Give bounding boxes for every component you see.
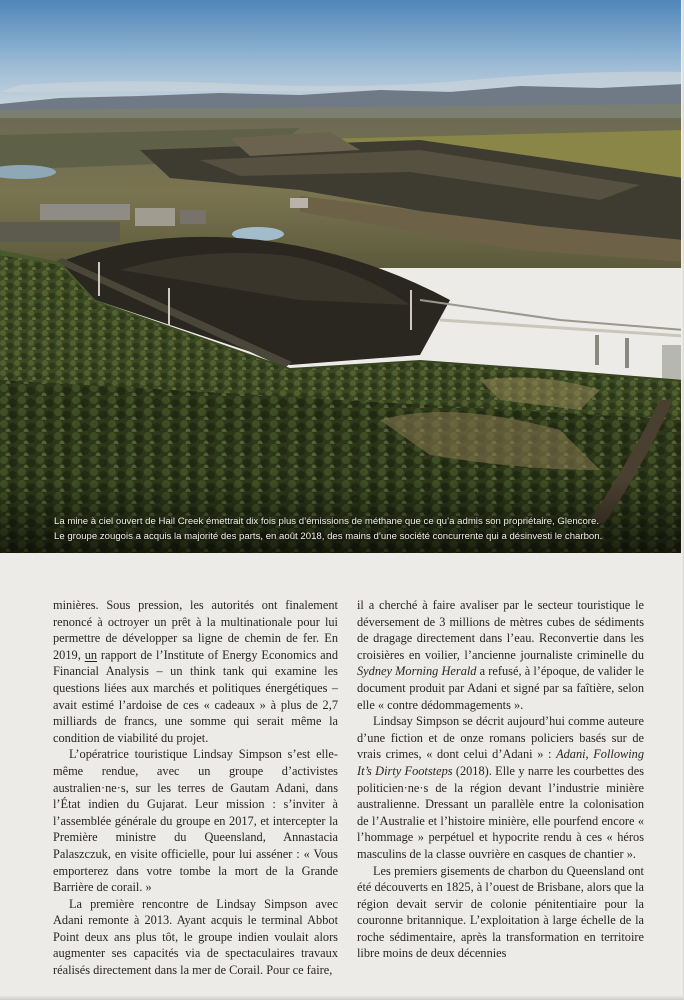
photo-caption [54, 515, 644, 544]
article-column-left [53, 597, 338, 979]
caption-line-1: La mine à ciel ouvert de Hail Creek émettrait dix fois plus d’émissions de méthane que ce qu’a admis son propriétaire, Glencore. [54, 516, 599, 527]
book-title: Adani, Following It’s Dirty Footsteps [357, 747, 644, 778]
paragraph-right-1: il a cherché à faire avaliser par le secteur touristique le déversement de 3 millions de mètres cubes de sédiments de dragage directement dans l’eau. Reconvertie dans les croisières en voilier, l’ancienne journaliste criminelle du Sydney Morning Herald a refusé, à l’époque, de valider le document produit par Adani et signé par sa faîtière, selon elle « contre dédommagements ». [357, 598, 645, 712]
underlined-word: un [84, 647, 98, 662]
newspaper-title: Sydney Morning Herald [357, 664, 477, 679]
page-bottom-edge [0, 996, 684, 1000]
paragraph-right-3: Les premiers gisements de charbon du Queensland ont été découverts en 1825, à l’ouest de Brisbane, alors que la région devait servir de colonie pénitentiaire pour la couronne britannique. L’exploitation à large échelle de la roche sédimentaire, après la transformation en territoire libre moins de deux décennies [357, 863, 644, 961]
paragraph-right-2: Lindsay Simpson se décrit aujourd’hui comme auteure d’une fiction et de onze romans policiers basés sur de vrais crimes, « dont celui d’Adani » : Adani, Following It’s Dirty Footsteps (2018). Elle y narre les courbettes des politicien·ne·s de la région devant l’industrie minière australienne. Dressant un parallèle entre la colonisation de l’Australie et l’histoire minière, elle pourfend encore « l’hommage » perpétuel et hypocrite rendu à ces « héros masculins de la classe ouvrière en casques de chantier ». [357, 714, 645, 861]
paragraph-left-3: La première rencontre de Lindsay Simpson avec Adani remonte à 2013. Ayant acquis le terminal Abbot Point deux ans plus tôt, le groupe indien voulait alors augmenter ses capacités via de spectaculaires travaux réalisés directement dans la mer de Corail. Pour ce faire, [53, 896, 338, 978]
paragraph-left-1: minières. Sous pression, les autorités ont finalement renoncé à octroyer un prêt à la multinationale pour lui permettre de développer sa ligne de chemin de fer. En 2019, un rapport de l’Institute of Energy Economics and Financial Analysis – un think tank qui examine les questions liées aux marchés et politiques énergétiques – avait estimé l’ardoise de ces « cadeaux » à plus de 2,7 milliards de francs, une somme qui serait même la condition de viabilité du projet. [53, 598, 338, 745]
caption-line-2: Le groupe zougois a acquis la majorité des parts, en août 2018, des mains d’une société concurrente qui a désinvesti le charbon. [54, 530, 603, 542]
paragraph-left-2: L’opératrice touristique Lindsay Simpson s’est elle-même rendue, avec un groupe d’activistes australien·ne·s, sur les terres de Gautam Adani, dans l’État indien du Gujarat. Leur mission : s’inviter à l’assemblée générale du groupe en 2017, et intercepter la Première ministre du Queensland, Annastacia Palaszczuk, en visite officielle, pour lui asséner : « Vous emporterez dans votre tombe la mort de la Grande Barrière de corail. » [53, 747, 338, 895]
article-column-right [357, 597, 644, 962]
